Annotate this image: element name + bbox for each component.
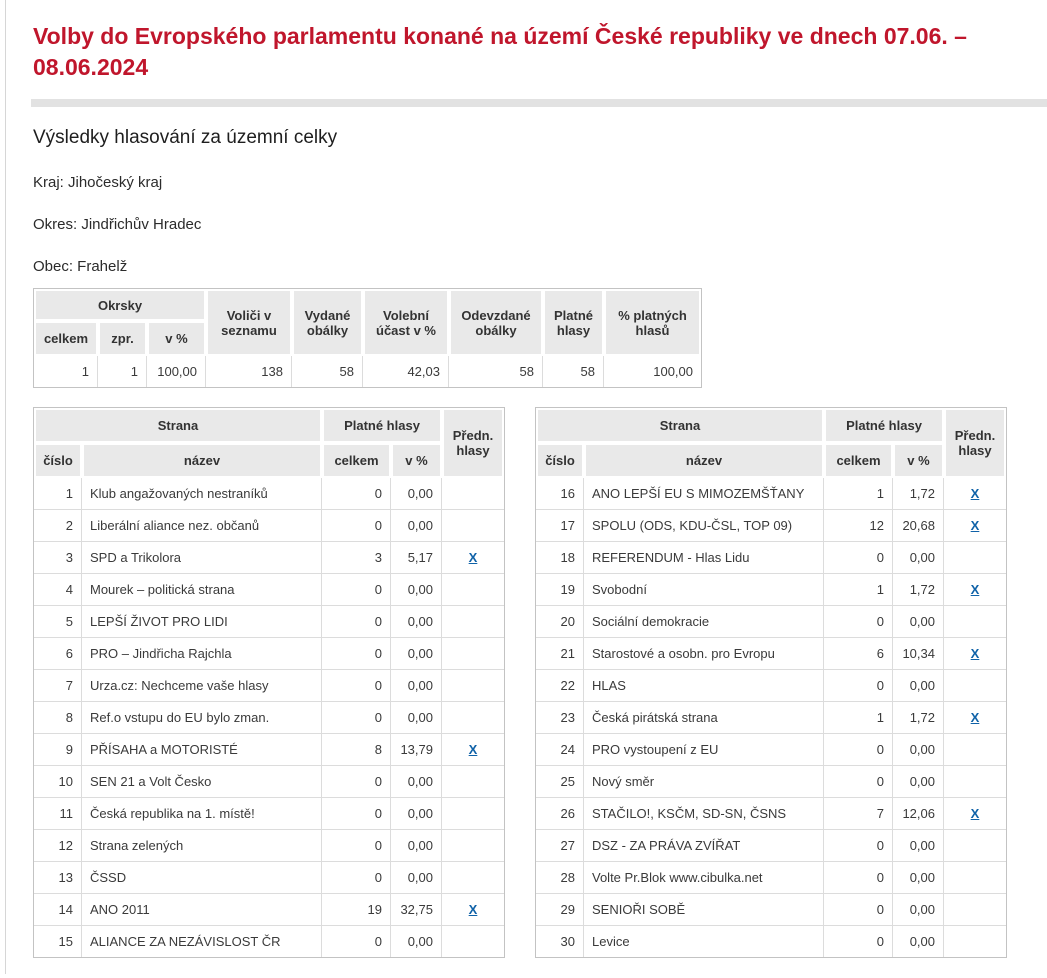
party-name: ČSSD bbox=[82, 862, 322, 894]
party-pref-cell bbox=[944, 542, 1006, 574]
party-name: Nový směr bbox=[584, 766, 824, 798]
party-votes-total: 12 bbox=[824, 510, 893, 542]
header-cislo: číslo bbox=[34, 443, 82, 478]
party-number: 4 bbox=[34, 574, 82, 606]
party-pref-cell bbox=[944, 894, 1006, 926]
party-votes-total: 1 bbox=[824, 702, 893, 734]
party-row bbox=[536, 894, 1006, 926]
party-pref-cell bbox=[944, 734, 1006, 766]
party-row bbox=[536, 926, 1006, 957]
party-votes-percent: 0,00 bbox=[893, 734, 944, 766]
party-name: STAČILO!, KSČM, SD-SN, ČSNS bbox=[584, 798, 824, 830]
content bbox=[33, 0, 1047, 978]
header-strana: Strana bbox=[536, 408, 824, 443]
party-row bbox=[34, 830, 504, 862]
party-pref-cell bbox=[442, 894, 504, 926]
party-votes-percent: 0,00 bbox=[893, 894, 944, 926]
party-number: 1 bbox=[34, 478, 82, 510]
party-number: 6 bbox=[34, 638, 82, 670]
party-row bbox=[34, 798, 504, 830]
party-number: 29 bbox=[536, 894, 584, 926]
party-number: 18 bbox=[536, 542, 584, 574]
party-row bbox=[536, 830, 1006, 862]
party-pref-cell bbox=[442, 574, 504, 606]
party-votes-percent: 0,00 bbox=[391, 862, 442, 894]
party-pref-cell bbox=[442, 702, 504, 734]
party-number: 13 bbox=[34, 862, 82, 894]
summary-row bbox=[34, 356, 701, 387]
party-pref-cell bbox=[944, 862, 1006, 894]
party-votes-total: 1 bbox=[824, 574, 893, 606]
party-name: LEPŠÍ ŽIVOT PRO LIDI bbox=[82, 606, 322, 638]
party-votes-total: 0 bbox=[824, 862, 893, 894]
party-votes-total: 0 bbox=[824, 830, 893, 862]
header-odevzdane-obalky: Odevzdané obálky bbox=[449, 289, 543, 356]
party-row bbox=[536, 542, 1006, 574]
party-pref-cell bbox=[944, 798, 1006, 830]
party-pref-cell bbox=[442, 766, 504, 798]
party-pref-cell bbox=[944, 574, 1006, 606]
party-votes-total: 19 bbox=[322, 894, 391, 926]
party-name: SPOLU (ODS, KDU-ČSL, TOP 09) bbox=[584, 510, 824, 542]
party-votes-percent: 0,00 bbox=[391, 638, 442, 670]
header-platne-hlasy: Platné hlasy bbox=[543, 289, 604, 356]
volici-v-seznamu-value: 138 bbox=[206, 356, 292, 387]
party-name: SENIOŘI SOBĚ bbox=[584, 894, 824, 926]
party-row bbox=[34, 702, 504, 734]
party-votes-percent: 1,72 bbox=[893, 574, 944, 606]
party-votes-total: 0 bbox=[322, 574, 391, 606]
header-strana: Strana bbox=[34, 408, 322, 443]
header-nazev: název bbox=[82, 443, 322, 478]
party-votes-percent: 0,00 bbox=[391, 574, 442, 606]
header-okrsky-vpct: v % bbox=[147, 321, 206, 356]
party-name: Klub angažovaných nestraníků bbox=[82, 478, 322, 510]
party-name: HLAS bbox=[584, 670, 824, 702]
party-pref-cell bbox=[944, 670, 1006, 702]
party-votes-percent: 0,00 bbox=[391, 606, 442, 638]
party-row bbox=[536, 638, 1006, 670]
header-volebni-ucast: Volební účast v % bbox=[363, 289, 449, 356]
header-pct-platnych-hlasu: % platných hlasů bbox=[604, 289, 701, 356]
preferential-votes-link[interactable]: X bbox=[468, 550, 478, 566]
party-votes-percent: 0,00 bbox=[893, 862, 944, 894]
party-number: 19 bbox=[536, 574, 584, 606]
party-votes-percent: 1,72 bbox=[893, 702, 944, 734]
party-pref-cell bbox=[944, 478, 1006, 510]
party-votes-percent: 0,00 bbox=[391, 926, 442, 957]
okrsky-zpr-value: 1 bbox=[98, 356, 147, 387]
party-votes-percent: 0,00 bbox=[391, 478, 442, 510]
party-row bbox=[34, 670, 504, 702]
party-votes-percent: 13,79 bbox=[391, 734, 442, 766]
header-celkem: celkem bbox=[824, 443, 893, 478]
party-votes-percent: 0,00 bbox=[391, 798, 442, 830]
party-row bbox=[34, 734, 504, 766]
party-number: 16 bbox=[536, 478, 584, 510]
region-line: Kraj: Jihočeský kraj bbox=[33, 174, 163, 192]
preferential-votes-link[interactable]: X bbox=[468, 902, 478, 918]
party-name: Volte Pr.Blok www.cibulka.net bbox=[584, 862, 824, 894]
section-title: Výsledky hlasování za územní celky bbox=[33, 127, 338, 149]
party-row bbox=[536, 606, 1006, 638]
party-number: 23 bbox=[536, 702, 584, 734]
party-number: 10 bbox=[34, 766, 82, 798]
party-name: PRO – Jindřicha Rajchla bbox=[82, 638, 322, 670]
party-row bbox=[34, 574, 504, 606]
party-pref-cell bbox=[442, 670, 504, 702]
party-number: 24 bbox=[536, 734, 584, 766]
party-votes-total: 0 bbox=[322, 798, 391, 830]
header-celkem: celkem bbox=[322, 443, 391, 478]
header-okrsky-zpr: zpr. bbox=[98, 321, 147, 356]
party-pref-cell bbox=[442, 638, 504, 670]
party-number: 26 bbox=[536, 798, 584, 830]
party-name: Starostové a osobn. pro Evropu bbox=[584, 638, 824, 670]
party-pref-cell bbox=[944, 510, 1006, 542]
party-name: SPD a Trikolora bbox=[82, 542, 322, 574]
platne-hlasy-value: 58 bbox=[543, 356, 604, 387]
party-votes-percent: 10,34 bbox=[893, 638, 944, 670]
volebni-ucast-value: 42,03 bbox=[363, 356, 449, 387]
party-votes-total: 0 bbox=[824, 606, 893, 638]
party-name: ANO LEPŠÍ EU S MIMOZEMŠŤANY bbox=[584, 478, 824, 510]
party-row bbox=[536, 734, 1006, 766]
party-number: 12 bbox=[34, 830, 82, 862]
party-votes-total: 7 bbox=[824, 798, 893, 830]
party-table-right bbox=[535, 407, 1007, 958]
page-left-border bbox=[5, 0, 6, 974]
party-votes-total: 0 bbox=[322, 510, 391, 542]
party-number: 28 bbox=[536, 862, 584, 894]
party-name: DSZ - ZA PRÁVA ZVÍŘAT bbox=[584, 830, 824, 862]
party-votes-percent: 12,06 bbox=[893, 798, 944, 830]
header-platne-hlasy: Platné hlasy bbox=[824, 408, 944, 443]
party-table-left bbox=[33, 407, 505, 958]
party-votes-percent: 0,00 bbox=[391, 670, 442, 702]
party-pref-cell bbox=[944, 766, 1006, 798]
header-cislo: číslo bbox=[536, 443, 584, 478]
party-name: ANO 2011 bbox=[82, 894, 322, 926]
party-row bbox=[536, 702, 1006, 734]
party-votes-total: 0 bbox=[322, 926, 391, 957]
header-vydane-obalky: Vydané obálky bbox=[292, 289, 363, 356]
party-votes-total: 0 bbox=[322, 862, 391, 894]
party-number: 17 bbox=[536, 510, 584, 542]
party-number: 25 bbox=[536, 766, 584, 798]
party-pref-cell bbox=[442, 606, 504, 638]
party-row bbox=[536, 510, 1006, 542]
party-row bbox=[34, 542, 504, 574]
party-row bbox=[536, 766, 1006, 798]
party-number: 7 bbox=[34, 670, 82, 702]
header-predn-hlasy: Předn. hlasy bbox=[944, 408, 1006, 478]
party-pref-cell bbox=[442, 734, 504, 766]
party-votes-percent: 0,00 bbox=[391, 702, 442, 734]
party-row bbox=[34, 926, 504, 957]
party-number: 22 bbox=[536, 670, 584, 702]
party-votes-percent: 20,68 bbox=[893, 510, 944, 542]
party-number: 5 bbox=[34, 606, 82, 638]
party-pref-cell bbox=[442, 478, 504, 510]
party-number: 2 bbox=[34, 510, 82, 542]
party-number: 8 bbox=[34, 702, 82, 734]
party-row bbox=[536, 478, 1006, 510]
party-name: Ref.o vstupu do EU bylo zman. bbox=[82, 702, 322, 734]
party-votes-total: 0 bbox=[824, 766, 893, 798]
party-votes-total: 0 bbox=[322, 702, 391, 734]
party-name: SEN 21 a Volt Česko bbox=[82, 766, 322, 798]
party-pref-cell bbox=[944, 638, 1006, 670]
party-name: Česká republika na 1. místě! bbox=[82, 798, 322, 830]
pct-platnych-hlasu-value: 100,00 bbox=[653, 364, 693, 380]
party-number: 20 bbox=[536, 606, 584, 638]
okrsky-vpct-value: 100,00 bbox=[147, 356, 206, 387]
preferential-votes-link[interactable]: X bbox=[468, 742, 478, 758]
preferential-votes-link[interactable]: X bbox=[970, 646, 980, 662]
party-votes-percent: 0,00 bbox=[893, 830, 944, 862]
party-votes-total: 3 bbox=[322, 542, 391, 574]
party-row bbox=[34, 606, 504, 638]
party-row bbox=[34, 894, 504, 926]
page-title: Volby do Evropského parlamentu konané na území České republiky ve dnech 07.06. – 08.06.2024 bbox=[33, 23, 967, 81]
party-votes-total: 0 bbox=[824, 926, 893, 957]
vydane-obalky-value: 58 bbox=[292, 356, 363, 387]
party-votes-percent: 32,75 bbox=[391, 894, 442, 926]
title-divider bbox=[31, 99, 1047, 107]
party-votes-total: 0 bbox=[824, 894, 893, 926]
party-name: Urza.cz: Nechceme vaše hlasy bbox=[82, 670, 322, 702]
party-number: 21 bbox=[536, 638, 584, 670]
party-votes-percent: 0,00 bbox=[893, 606, 944, 638]
party-votes-total: 0 bbox=[322, 766, 391, 798]
party-row bbox=[34, 510, 504, 542]
party-name: REFERENDUM - Hlas Lidu bbox=[584, 542, 824, 574]
party-votes-total: 0 bbox=[322, 638, 391, 670]
party-pref-cell bbox=[944, 606, 1006, 638]
party-name: Česká pirátská strana bbox=[584, 702, 824, 734]
party-pref-cell bbox=[442, 798, 504, 830]
party-name: Liberální aliance nez. občanů bbox=[82, 510, 322, 542]
header-vpct: v % bbox=[893, 443, 944, 478]
party-votes-percent: 0,00 bbox=[391, 510, 442, 542]
party-votes-total: 8 bbox=[322, 734, 391, 766]
party-pref-cell bbox=[944, 830, 1006, 862]
party-number: 3 bbox=[34, 542, 82, 574]
party-votes-total: 0 bbox=[322, 670, 391, 702]
party-pref-cell bbox=[944, 702, 1006, 734]
party-votes-total: 0 bbox=[824, 734, 893, 766]
party-votes-percent: 5,17 bbox=[391, 542, 442, 574]
header-vpct: v % bbox=[391, 443, 442, 478]
preferential-votes-link[interactable]: X bbox=[970, 582, 980, 598]
party-votes-percent: 0,00 bbox=[893, 766, 944, 798]
party-votes-total: 0 bbox=[824, 542, 893, 574]
party-votes-percent: 0,00 bbox=[391, 766, 442, 798]
party-name: Strana zelených bbox=[82, 830, 322, 862]
preferential-votes-link[interactable]: X bbox=[970, 518, 980, 534]
district-line: Okres: Jindřichův Hradec bbox=[33, 216, 202, 234]
preferential-votes-link[interactable]: X bbox=[970, 486, 980, 502]
party-tables bbox=[33, 407, 1047, 958]
party-pref-cell bbox=[442, 862, 504, 894]
header-nazev: název bbox=[584, 443, 824, 478]
header-predn-hlasy: Předn. hlasy bbox=[442, 408, 504, 478]
party-votes-percent: 0,00 bbox=[391, 830, 442, 862]
party-name: Sociální demokracie bbox=[584, 606, 824, 638]
party-votes-percent: 0,00 bbox=[893, 670, 944, 702]
party-number: 30 bbox=[536, 926, 584, 957]
party-votes-percent: 1,72 bbox=[893, 478, 944, 510]
party-row bbox=[34, 766, 504, 798]
party-number: 11 bbox=[34, 798, 82, 830]
party-row bbox=[536, 574, 1006, 606]
municipality-line: Obec: Frahelž bbox=[33, 258, 128, 276]
party-name: Levice bbox=[584, 926, 824, 957]
okrsky-celkem-value: 1 bbox=[34, 356, 98, 387]
party-number: 9 bbox=[34, 734, 82, 766]
party-number: 27 bbox=[536, 830, 584, 862]
party-name: Mourek – politická strana bbox=[82, 574, 322, 606]
odevzdane-obalky-value: 58 bbox=[449, 356, 543, 387]
party-name: ALIANCE ZA NEZÁVISLOST ČR bbox=[82, 926, 322, 957]
party-votes-total: 0 bbox=[322, 606, 391, 638]
party-pref-cell bbox=[944, 926, 1006, 957]
party-votes-total: 1 bbox=[824, 478, 893, 510]
party-votes-percent: 0,00 bbox=[893, 926, 944, 957]
preferential-votes-link[interactable]: X bbox=[970, 806, 980, 822]
party-row bbox=[536, 670, 1006, 702]
party-votes-total: 0 bbox=[824, 670, 893, 702]
party-votes-total: 0 bbox=[322, 830, 391, 862]
party-pref-cell bbox=[442, 542, 504, 574]
party-pref-cell bbox=[442, 926, 504, 957]
party-pref-cell bbox=[442, 510, 504, 542]
header-okrsky: Okrsky bbox=[34, 289, 206, 321]
party-votes-total: 6 bbox=[824, 638, 893, 670]
party-number: 15 bbox=[34, 926, 82, 957]
header-okrsky-celkem: celkem bbox=[34, 321, 98, 356]
party-name: Svobodní bbox=[584, 574, 824, 606]
party-votes-percent: 0,00 bbox=[893, 542, 944, 574]
party-row bbox=[34, 478, 504, 510]
party-row bbox=[34, 638, 504, 670]
party-name: PŘÍSAHA a MOTORISTÉ bbox=[82, 734, 322, 766]
party-number: 14 bbox=[34, 894, 82, 926]
preferential-votes-link[interactable]: X bbox=[970, 710, 980, 726]
party-pref-cell bbox=[442, 830, 504, 862]
summary-table bbox=[33, 288, 702, 388]
party-name: PRO vystoupení z EU bbox=[584, 734, 824, 766]
header-volici-v-seznamu: Voliči v seznamu bbox=[206, 289, 292, 356]
header-platne-hlasy: Platné hlasy bbox=[322, 408, 442, 443]
party-row bbox=[34, 862, 504, 894]
party-votes-total: 0 bbox=[322, 478, 391, 510]
party-row bbox=[536, 862, 1006, 894]
party-row bbox=[536, 798, 1006, 830]
